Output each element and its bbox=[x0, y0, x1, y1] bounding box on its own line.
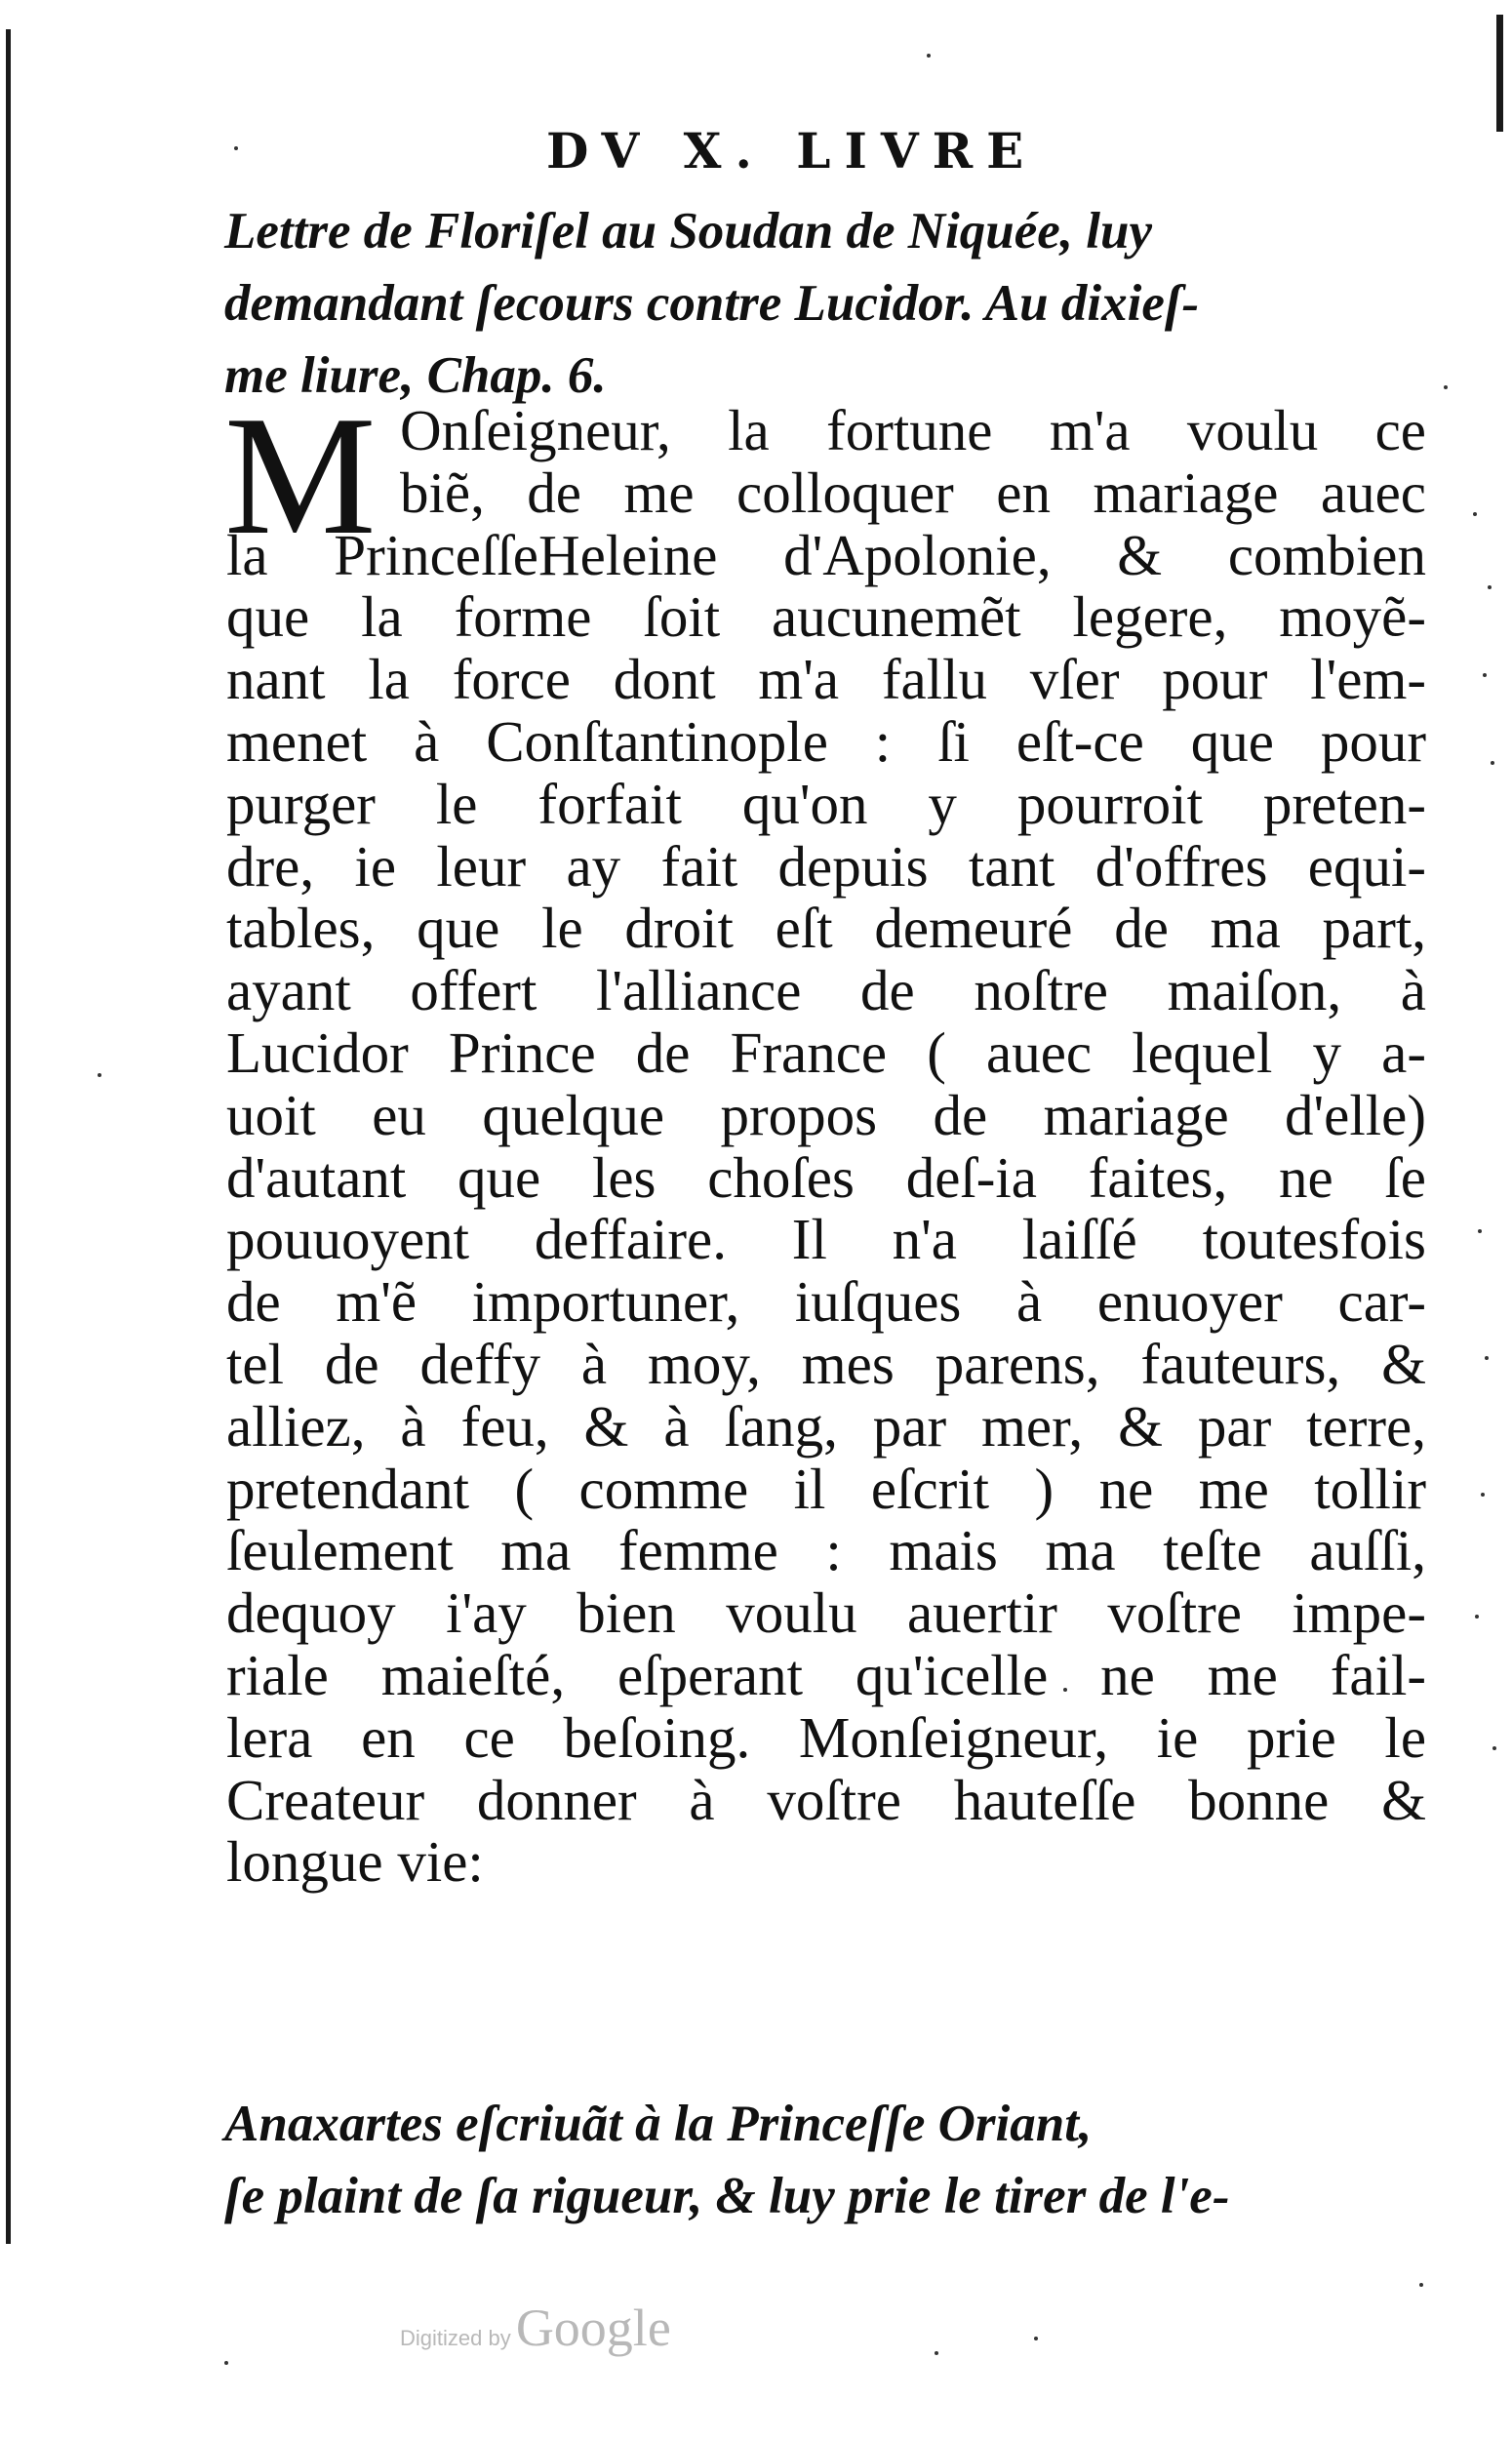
letter-line: pretendant ( comme il eſcrit ) ne me tollir bbox=[226, 1456, 1426, 1521]
letter-line: lera en ce beſoing. Monſeigneur, ie prie le bbox=[226, 1704, 1426, 1770]
letter-line: dequoy i'ay bien voulu auertir voſtre impe- bbox=[226, 1580, 1426, 1646]
next-title-line: Anaxartes eſcriuãt à la Princeſſe Oriant, bbox=[224, 2096, 1093, 2152]
next-title-line: ſe plaint de ſa rigueur, & luy prie le tirer de l'e- bbox=[224, 2168, 1230, 2224]
watermark-brand: Google bbox=[515, 2299, 671, 2357]
letter-line: la PrinceſſeHeleine d'Apolonie, & combien bbox=[226, 522, 1426, 587]
letter-title-line: Lettre de Floriſel au Soudan de Niquée, luy bbox=[224, 203, 1153, 260]
letter-line: que la forme ſoit aucunemẽt legere, moyẽ- bbox=[226, 584, 1426, 650]
letter-title-line: me liure, Chap. 6. bbox=[224, 347, 607, 404]
letter-line: nant la force dont m'a fallu vſer pour l'em- bbox=[226, 647, 1426, 712]
letter-line: ayant offert l'alliance de noſtre maiſon, à bbox=[226, 958, 1426, 1023]
letter-line: riale maieſté, eſperant qu'icelle ne me fail- bbox=[226, 1642, 1426, 1707]
letter-line: menet à Conſtantinople : ſi eſt-ce que pour bbox=[226, 708, 1426, 774]
drop-capital: M bbox=[224, 380, 377, 570]
letter-line: biẽ, de me colloquer en mariage auec bbox=[400, 460, 1426, 525]
page-edge-left bbox=[6, 29, 11, 2244]
letter-line: uoit eu quelque propos de mariage d'elle) bbox=[226, 1082, 1426, 1147]
letter-line: ſeulement ma femme : mais ma teſte auſſi, bbox=[226, 1518, 1426, 1583]
watermark-prefix: Digitized by bbox=[400, 2326, 511, 2350]
page-edge-right bbox=[1496, 15, 1503, 132]
letter-line: d'autant que les choſes deſ-ia faites, ne ſe bbox=[226, 1144, 1426, 1210]
letter-line: pouuoyent deffaire. Il n'a laiſſé toutesfois bbox=[226, 1207, 1426, 1272]
letter-line: de m'ẽ importuner, iuſques à enuoyer car- bbox=[226, 1269, 1426, 1335]
letter-line: dre, ie leur ay fait depuis tant d'offres equi- bbox=[226, 833, 1426, 899]
letter-title bbox=[224, 195, 1414, 412]
letter-line: Onſeigneur, la fortune m'a voulu ce bbox=[400, 398, 1426, 462]
letter-line: tables, que le droit eſt demeuré de ma part, bbox=[226, 896, 1426, 961]
letter-line: alliez, à feu, & à ſang, par mer, & par terre, bbox=[226, 1393, 1426, 1459]
letter-line: Createur donner à voſtre hauteſſe bonne & bbox=[226, 1767, 1426, 1832]
next-letter-title bbox=[224, 2088, 1414, 2232]
letter-body bbox=[224, 380, 1426, 1895]
running-header: DV X. LIVRE bbox=[546, 122, 1038, 180]
digitization-watermark bbox=[400, 2298, 671, 2358]
letter-line: Lucidor Prince de France ( auec lequel y a- bbox=[226, 1020, 1426, 1085]
letter-line: longue vie: bbox=[226, 1829, 484, 1895]
letter-title-line: demandant ſecours contre Lucidor. Au dixieſ- bbox=[224, 275, 1200, 332]
letter-line: purger le forfait qu'on y pourroit preten- bbox=[226, 771, 1426, 836]
letter-line: tel de deffy à moy, mes parens, fauteurs, & bbox=[226, 1331, 1426, 1396]
